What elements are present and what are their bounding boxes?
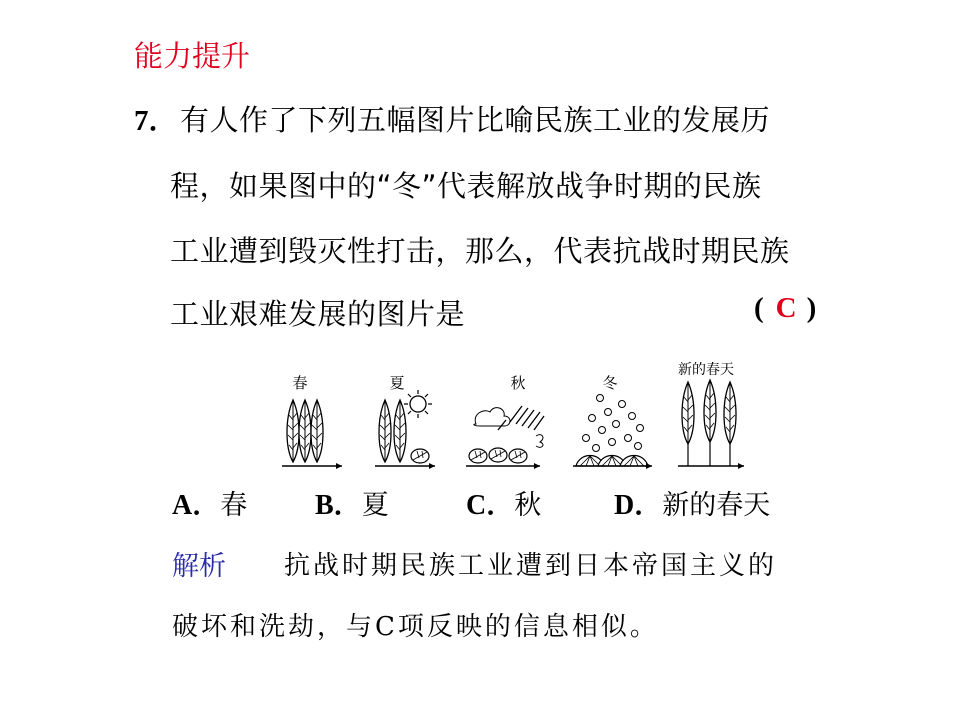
panel-label-summer: 夏 (389, 374, 405, 392)
option-c-letter: C． (466, 490, 515, 521)
panel-new-spring (678, 362, 744, 469)
analysis-label: 解析 (172, 551, 226, 582)
analysis-line-2: 破坏和洗劫，与C项反映的信息相似。 (172, 612, 659, 642)
panel-label-autumn: 秋 (510, 374, 526, 392)
option-b-text: 夏 (361, 490, 389, 521)
sun-icon (404, 390, 432, 418)
question-line-3: 工业遭到毁灭性打击，那么，代表抗战时期民族 (170, 234, 790, 268)
section-heading: 能力提升 (134, 39, 251, 73)
question-line-2: 程，如果图中的“冬”代表解放战争时期的民族 (170, 169, 762, 203)
question-line-4: 工业艰难发展的图片是 (170, 297, 466, 331)
option-c-text: 秋 (514, 490, 542, 521)
panel-label-winter: 冬 (602, 374, 618, 392)
panel-label-spring: 春 (292, 374, 308, 392)
panel-label-new-spring: 新的春天 (678, 362, 734, 378)
paren-open: ( (754, 292, 764, 324)
answer-bracket (754, 292, 816, 325)
option-c[interactable] (466, 483, 541, 523)
option-d-letter: D． (614, 490, 663, 521)
paren-close: ) (806, 292, 817, 324)
panel-summer (375, 374, 435, 469)
option-a[interactable] (172, 483, 247, 523)
option-b[interactable] (315, 483, 389, 523)
analysis-line-1: 抗战时期民族工业遭到日本帝国主义的 (284, 551, 778, 581)
option-b-letter: B． (315, 490, 362, 521)
snowflakes-icon (583, 395, 644, 452)
question-number: 7． (134, 105, 178, 137)
question-line-1: 有人作了下列五幅图片比喻民族工业的发展历 (180, 103, 771, 137)
panel-spring (282, 374, 342, 469)
option-d-text: 新的春天 (662, 490, 771, 521)
wind-rain-icon (474, 406, 544, 447)
option-a-text: 春 (220, 490, 248, 521)
option-d[interactable] (614, 483, 770, 523)
option-a-letter: A． (172, 490, 221, 521)
answer-letter: C (775, 292, 797, 324)
seasons-figure (260, 362, 750, 477)
panel-winter (573, 374, 652, 469)
panel-autumn (466, 374, 544, 469)
